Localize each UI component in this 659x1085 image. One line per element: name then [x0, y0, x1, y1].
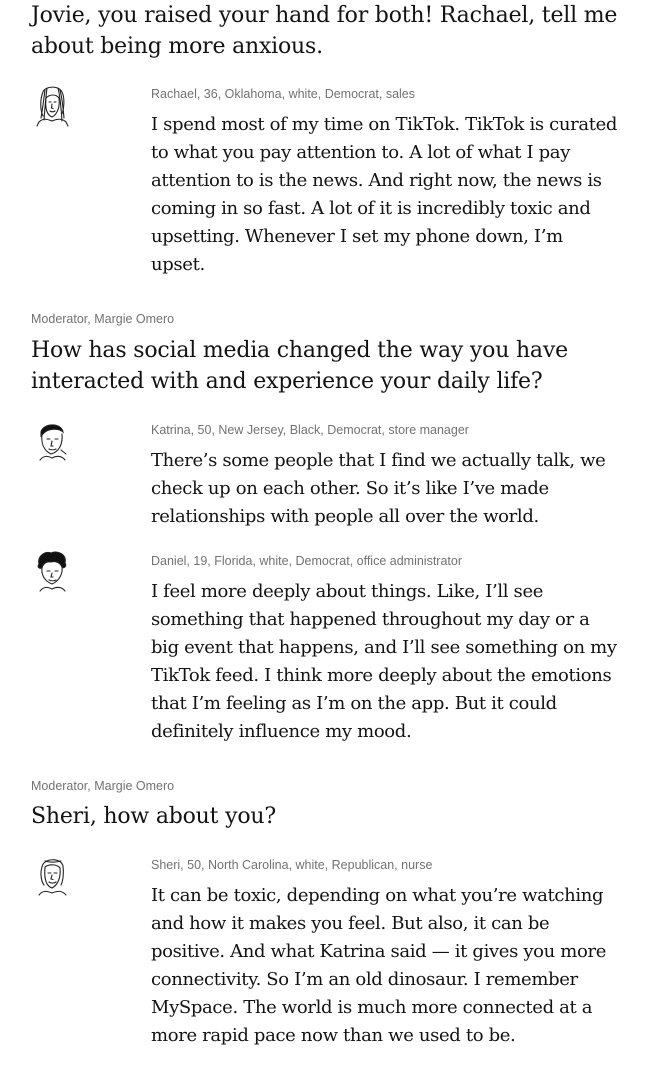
portrait-sketch-icon: [31, 420, 73, 464]
moderator-question: Sheri, how about you?: [31, 804, 276, 829]
avatar-daniel: [31, 550, 73, 594]
moderator-question: How has social media changed the way you have interacted with and experience your daily life?: [31, 338, 568, 394]
portrait-sketch-icon: [31, 550, 73, 594]
avatar-sheri: [31, 855, 73, 899]
portrait-sketch-icon: [31, 855, 73, 899]
participant-answer: There’s some people that I find we actually talk, we check up on each other. So it’s like I’ve made relationships with people all over the world.: [151, 450, 606, 527]
moderator-label: Moderator, Margie Omero: [31, 779, 175, 793]
participant-label: Rachael, 36, Oklahoma, white, Democrat, sales: [151, 87, 416, 101]
participant-label: Daniel, 19, Florida, white, Democrat, office administrator: [151, 554, 463, 568]
avatar-rachael: [31, 84, 73, 128]
avatar-katrina: [31, 420, 73, 464]
participant-answer: It can be toxic, depending on what you’re watching and how it makes you feel. But also, it can be positive. And what Katrina said — it gives you more connectivity. So I’m an old dinosaur. I remember MySpace. The world is much more connected at a more rapid pace now than we used to be.: [151, 885, 607, 1046]
moderator-question: Jovie, you raised your hand for both! Rachael, tell me about being more anxious.: [31, 3, 618, 59]
participant-label: Katrina, 50, New Jersey, Black, Democrat, store manager: [151, 423, 469, 437]
portrait-sketch-icon: [31, 84, 73, 128]
moderator-label: Moderator, Margie Omero: [31, 312, 175, 326]
participant-answer: I spend most of my time on TikTok. TikTok is curated to what you pay attention to. A lot of what I pay attention to is the news. And right now, the news is coming in so fast. A lot of it is incredibly toxic and upsetting. Whenever I set my phone down, I’m upset.: [151, 114, 618, 275]
participant-answer: I feel more deeply about things. Like, I’ll see something that happened throughout my day or a big event that happens, and I’ll see something on my TikTok feed. I think more deeply about the emotions that I’m feeling as I’m on the app. But it could definitely influence my mood.: [151, 581, 617, 742]
participant-label: Sheri, 50, North Carolina, white, Republican, nurse: [151, 858, 433, 872]
